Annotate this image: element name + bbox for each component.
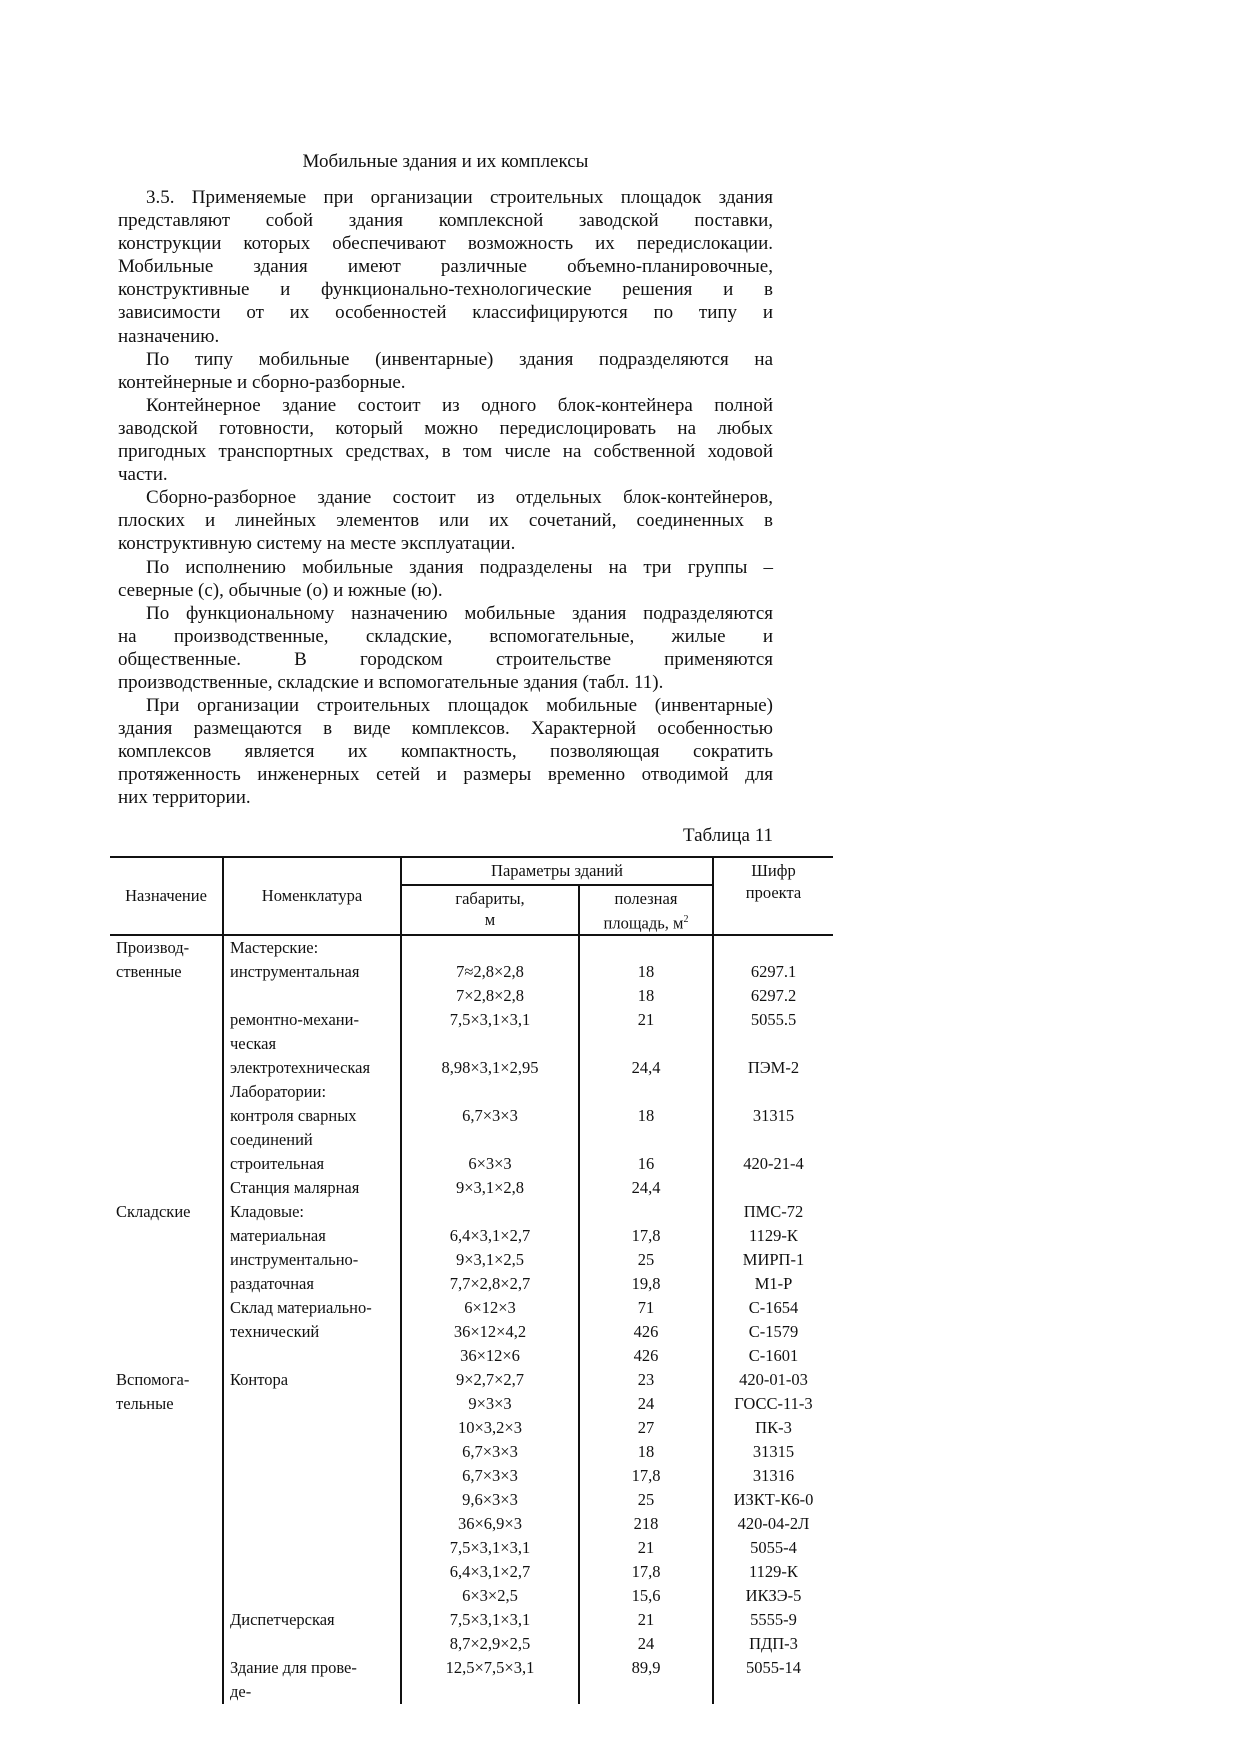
cell-dimensions: 7,5×3,1×3,1 [401, 1608, 579, 1632]
cell-dimensions: 10×3,2×3 [401, 1416, 579, 1440]
cell-nomenclature: раздаточная [223, 1272, 401, 1296]
table-row [110, 1032, 833, 1056]
cell-code: 420-01-03 [713, 1368, 833, 1392]
table-row [110, 1248, 833, 1272]
cell-area: 17,8 [579, 1560, 713, 1584]
cell-dimensions [401, 1032, 579, 1056]
cell-code: ИЗКТ-К6-0 [713, 1488, 833, 1512]
cell-dimensions: 9×3×3 [401, 1392, 579, 1416]
cell-code [713, 1176, 833, 1200]
cell-area: 25 [579, 1248, 713, 1272]
paragraph-line: По функциональному назначению мобильные здания подразделяются [146, 602, 773, 624]
table-row [110, 984, 833, 1008]
cell-nomenclature: инструментально- [223, 1248, 401, 1272]
paragraph-line: По типу мобильные (инвентарные) здания подразделяются на [146, 348, 773, 370]
cell-nomenclature [223, 1392, 401, 1416]
cell-purpose [110, 1584, 223, 1608]
cell-purpose [110, 1632, 223, 1656]
cell-nomenclature: Контора [223, 1368, 401, 1392]
cell-purpose [110, 1056, 223, 1080]
cell-purpose [110, 1440, 223, 1464]
cell-area: 21 [579, 1608, 713, 1632]
paragraph-line: По исполнению мобильные здания подразделены на три группы – [146, 556, 773, 578]
cell-code [713, 1032, 833, 1056]
cell-code: ИКЗЭ-5 [713, 1584, 833, 1608]
cell-purpose [110, 1656, 223, 1680]
cell-dimensions: 9×3,1×2,8 [401, 1176, 579, 1200]
cell-nomenclature: материальная [223, 1224, 401, 1248]
header-dims [401, 885, 579, 935]
cell-purpose [110, 1080, 223, 1104]
cell-dimensions: 6,7×3×3 [401, 1440, 579, 1464]
paragraph-line: конструктивные и функционально-технологические решения и в [118, 279, 773, 301]
cell-area [579, 1128, 713, 1152]
cell-area: 27 [579, 1416, 713, 1440]
cell-nomenclature: ремонтно-механи- [223, 1008, 401, 1032]
table-row [110, 1128, 833, 1152]
cell-dimensions [401, 1680, 579, 1704]
paragraph-line: здания размещаются в виде комплексов. Характерной особенностью [118, 718, 773, 740]
cell-purpose: Складские [116, 1202, 191, 1221]
cell-code: М1-Р [713, 1272, 833, 1296]
table-row [110, 1224, 833, 1248]
cell-area: 21 [579, 1536, 713, 1560]
cell-code: 5055-14 [713, 1656, 833, 1680]
cell-code: ПК-3 [713, 1416, 833, 1440]
cell-nomenclature [223, 984, 401, 1008]
table-row [110, 1176, 833, 1200]
cell-dimensions: 6,7×3×3 [401, 1104, 579, 1128]
cell-code: ПДП-3 [713, 1632, 833, 1656]
header-code [713, 857, 833, 935]
table-row [110, 1008, 833, 1032]
table-row [110, 1200, 833, 1224]
cell-nomenclature [223, 1416, 401, 1440]
cell-code: 31315 [713, 1104, 833, 1128]
cell-dimensions [401, 1080, 579, 1104]
cell-purpose [110, 1320, 223, 1344]
table-row [110, 1152, 833, 1176]
cell-code: 6297.1 [713, 960, 833, 984]
table-row [110, 1272, 833, 1296]
paragraph-line: назначению. [118, 325, 220, 347]
table-row [110, 1296, 833, 1320]
cell-dimensions: 36×6,9×3 [401, 1512, 579, 1536]
cell-nomenclature: технический [223, 1320, 401, 1344]
cell-nomenclature: соединений [223, 1128, 401, 1152]
cell-code: 31315 [713, 1440, 833, 1464]
cell-dimensions: 9,6×3×3 [401, 1488, 579, 1512]
cell-code: 1129-К [713, 1224, 833, 1248]
table-caption: Таблица 11 [682, 825, 773, 846]
table-row [110, 1368, 833, 1392]
cell-purpose [110, 1224, 223, 1248]
cell-code: 5055.5 [713, 1008, 833, 1032]
paragraph-line: контейнерные и сборно-разборные. [118, 371, 406, 393]
body-text [118, 186, 773, 810]
cell-area [579, 1680, 713, 1704]
cell-nomenclature: контроля сварных [223, 1104, 401, 1128]
cell-dimensions: 6×12×3 [401, 1296, 579, 1320]
table-row [110, 1056, 833, 1080]
cell-area: 18 [579, 984, 713, 1008]
header-dims-unit: м [484, 910, 496, 929]
header-area-sup: 2 [683, 914, 689, 925]
cell-nomenclature: инструментальная [223, 960, 401, 984]
buildings-table [110, 856, 833, 1704]
cell-purpose: Вспомога- [116, 1370, 190, 1389]
cell-code: 1129-К [713, 1560, 833, 1584]
cell-nomenclature: электротехническая [223, 1056, 401, 1080]
paragraph-line: протяженность инженерных сетей и размеры временно отводимой для [118, 764, 773, 786]
cell-code [713, 1080, 833, 1104]
cell-purpose: ственные [116, 962, 182, 981]
cell-area: 16 [579, 1152, 713, 1176]
section-title: Мобильные здания и их комплексы [302, 151, 589, 172]
cell-area [579, 1200, 713, 1224]
table-row [110, 1344, 833, 1368]
cell-area: 18 [579, 960, 713, 984]
cell-code: 420-04-2Л [713, 1512, 833, 1536]
cell-nomenclature: Диспетчерская [223, 1608, 401, 1632]
table-row [110, 1608, 833, 1632]
paragraph-line: Контейнерное здание состоит из одного блок-контейнера полной [146, 394, 773, 416]
cell-dimensions: 9×2,7×2,7 [401, 1368, 579, 1392]
cell-nomenclature: Склад материально- [223, 1296, 401, 1320]
cell-code: С-1579 [713, 1320, 833, 1344]
cell-dimensions: 6,4×3,1×2,7 [401, 1560, 579, 1584]
cell-area: 71 [579, 1296, 713, 1320]
table-row [110, 1584, 833, 1608]
paragraph-line: При организации строительных площадок мобильные (инвентарные) [146, 695, 773, 717]
paragraph-line: части. [118, 464, 168, 486]
table-row [110, 1440, 833, 1464]
cell-nomenclature [223, 1512, 401, 1536]
cell-purpose [110, 1344, 223, 1368]
header-area [579, 885, 713, 935]
cell-code: 5055-4 [713, 1536, 833, 1560]
cell-purpose [110, 1416, 223, 1440]
cell-area: 18 [579, 1104, 713, 1128]
paragraph-line: пригодных транспортных средствах, в том числе на собственной ходовой [118, 441, 773, 463]
cell-dimensions: 36×12×6 [401, 1344, 579, 1368]
cell-purpose [110, 1536, 223, 1560]
cell-dimensions [401, 1200, 579, 1224]
cell-purpose [110, 1560, 223, 1584]
cell-purpose [110, 1104, 223, 1128]
paragraph-line: них территории. [118, 787, 251, 809]
cell-area: 23 [579, 1368, 713, 1392]
cell-area: 426 [579, 1320, 713, 1344]
cell-area: 19,8 [579, 1272, 713, 1296]
paragraph-line: на производственные, складские, вспомогательные, жилые и [118, 625, 773, 647]
paragraph-line: конструктивную систему на месте эксплуатации. [118, 533, 516, 555]
cell-code: МИРП-1 [713, 1248, 833, 1272]
cell-code: 5555-9 [713, 1608, 833, 1632]
paragraph-line: конструкции которых обеспечивают возможность их передислокации. [118, 233, 773, 255]
cell-purpose [110, 1296, 223, 1320]
cell-area: 17,8 [579, 1464, 713, 1488]
paragraph-line: комплексов является их компактность, позволяющая сократить [118, 741, 773, 763]
cell-area [579, 1080, 713, 1104]
cell-area: 24 [579, 1632, 713, 1656]
cell-code: 31316 [713, 1464, 833, 1488]
table-row [110, 1320, 833, 1344]
cell-nomenclature: Кладовые: [223, 1200, 401, 1224]
cell-code: ГОСС-11-3 [713, 1392, 833, 1416]
header-nomenclature: Номенклатура [223, 857, 401, 935]
table-row [110, 1656, 833, 1680]
table-row [110, 1560, 833, 1584]
cell-nomenclature: Станция малярная [223, 1176, 401, 1200]
table-row [110, 1536, 833, 1560]
cell-code: ПМС-72 [713, 1200, 833, 1224]
paragraph-line: северные (с), обычные (о) и южные (ю). [118, 579, 443, 601]
cell-purpose [110, 1488, 223, 1512]
cell-code [713, 1128, 833, 1152]
cell-area: 15,6 [579, 1584, 713, 1608]
paragraph-line: плоских и линейных элементов или их сочетаний, соединенных в [118, 510, 773, 532]
cell-code: 420-21-4 [713, 1152, 833, 1176]
cell-purpose [110, 1272, 223, 1296]
cell-area: 25 [579, 1488, 713, 1512]
cell-purpose [110, 1152, 223, 1176]
cell-purpose [110, 1464, 223, 1488]
paragraph-line: заводской готовности, который можно передислоцировать на любых [118, 417, 773, 439]
cell-area: 21 [579, 1008, 713, 1032]
cell-nomenclature: де- [223, 1680, 401, 1704]
cell-code: С-1654 [713, 1296, 833, 1320]
cell-dimensions: 8,7×2,9×2,5 [401, 1632, 579, 1656]
cell-purpose [110, 1008, 223, 1032]
table-row [110, 960, 833, 984]
cell-purpose: тельные [116, 1394, 174, 1413]
paragraph-line: Мобильные здания имеют различные объемно-планировочные, [118, 256, 773, 278]
cell-nomenclature [223, 1464, 401, 1488]
cell-nomenclature: Лаборатории: [223, 1080, 401, 1104]
cell-code [713, 1680, 833, 1704]
cell-area: 18 [579, 1440, 713, 1464]
cell-nomenclature [223, 1488, 401, 1512]
cell-dimensions: 6×3×2,5 [401, 1584, 579, 1608]
cell-purpose: Производ- [116, 938, 190, 957]
cell-area: 426 [579, 1344, 713, 1368]
cell-area [579, 935, 713, 960]
cell-dimensions: 12,5×7,5×3,1 [401, 1656, 579, 1680]
cell-dimensions: 9×3,1×2,5 [401, 1248, 579, 1272]
table-row [110, 1104, 833, 1128]
cell-area: 17,8 [579, 1224, 713, 1248]
table-row [110, 935, 833, 960]
header-code-line2: проекта [745, 883, 802, 902]
cell-dimensions: 7,5×3,1×3,1 [401, 1536, 579, 1560]
table-row [110, 1488, 833, 1512]
cell-dimensions: 7,5×3,1×3,1 [401, 1008, 579, 1032]
cell-dimensions: 8,98×3,1×2,95 [401, 1056, 579, 1080]
cell-nomenclature [223, 1440, 401, 1464]
table-row [110, 1512, 833, 1536]
cell-area [579, 1032, 713, 1056]
cell-area: 24 [579, 1392, 713, 1416]
cell-nomenclature: строительная [223, 1152, 401, 1176]
table-row [110, 1464, 833, 1488]
paragraph-line: производственные, складские и вспомогательные здания (табл. 11). [118, 671, 664, 693]
cell-dimensions: 6,7×3×3 [401, 1464, 579, 1488]
cell-dimensions: 7,7×2,8×2,7 [401, 1272, 579, 1296]
header-purpose: Назначение [125, 886, 207, 905]
cell-dimensions: 36×12×4,2 [401, 1320, 579, 1344]
table-row [110, 1632, 833, 1656]
table-row [110, 1416, 833, 1440]
paragraph-line: 3.5. Применяемые при организации строительных площадок здания [146, 187, 773, 208]
cell-dimensions [401, 1128, 579, 1152]
cell-code: 6297.2 [713, 984, 833, 1008]
table-row [110, 1680, 833, 1704]
cell-dimensions: 6,4×3,1×2,7 [401, 1224, 579, 1248]
table-row [110, 1392, 833, 1416]
cell-dimensions: 6×3×3 [401, 1152, 579, 1176]
header-params: Параметры зданий [401, 857, 713, 885]
header-code-line1: Шифр [751, 861, 796, 880]
paragraph-line: Сборно-разборное здание состоит из отдельных блок-контейнеров, [146, 487, 773, 509]
cell-nomenclature: Мастерские: [223, 935, 401, 960]
cell-area: 218 [579, 1512, 713, 1536]
cell-code [713, 935, 833, 960]
cell-nomenclature [223, 1344, 401, 1368]
cell-nomenclature [223, 1560, 401, 1584]
cell-area: 24,4 [579, 1056, 713, 1080]
cell-nomenclature [223, 1584, 401, 1608]
cell-purpose [110, 1608, 223, 1632]
cell-purpose [110, 1176, 223, 1200]
cell-area: 24,4 [579, 1176, 713, 1200]
cell-nomenclature [223, 1632, 401, 1656]
cell-nomenclature: ческая [223, 1032, 401, 1056]
table-row [110, 1080, 833, 1104]
cell-purpose [110, 1248, 223, 1272]
header-area-line1: полезная [614, 889, 678, 908]
paragraph-line: представляют собой здания комплексной заводской поставки, [118, 210, 773, 232]
cell-code: ПЭМ-2 [713, 1056, 833, 1080]
paragraph-line: зависимости от их особенностей классифицируются по типу и [118, 302, 773, 324]
cell-purpose [110, 1128, 223, 1152]
cell-dimensions: 7×2,8×2,8 [401, 984, 579, 1008]
cell-purpose [110, 984, 223, 1008]
header-dims-line1: габариты, [455, 889, 525, 908]
cell-nomenclature [223, 1536, 401, 1560]
cell-purpose [110, 1512, 223, 1536]
cell-area: 89,9 [579, 1656, 713, 1680]
cell-code: С-1601 [713, 1344, 833, 1368]
paragraph-line: общественные. В городском строительстве применяются [118, 648, 773, 670]
cell-nomenclature: Здание для прове- [223, 1656, 401, 1680]
header-area-unit: площадь, м [603, 913, 684, 933]
cell-dimensions: 7≈2,8×2,8 [401, 960, 579, 984]
cell-purpose [110, 1680, 223, 1704]
cell-purpose [110, 1032, 223, 1056]
cell-dimensions [401, 935, 579, 960]
